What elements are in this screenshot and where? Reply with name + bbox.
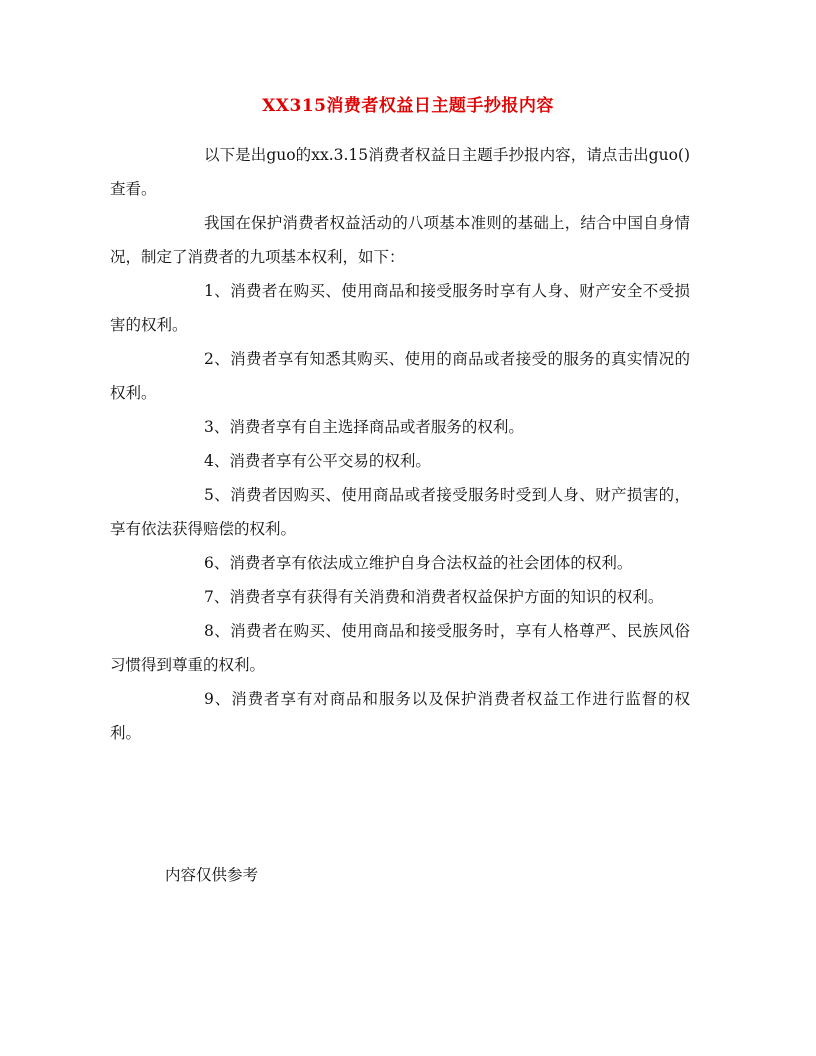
footer-note: 内容仅供参考 (165, 866, 259, 884)
right-item-9: 9、消费者享有对商品和服务以及保护消费者权益工作进行监督的权利。 (110, 690, 690, 742)
right-item-1: 1、消费者在购买、使用商品和接受服务时享有人身、财产安全不受损害的权利。 (110, 282, 690, 334)
right-item-6: 6、消费者享有依法成立维护自身合法权益的社会团体的权利。 (204, 554, 633, 572)
right-item-2: 2、消费者享有知悉其购买、使用的商品或者接受的服务的真实情况的权利。 (110, 350, 690, 402)
right-item-4: 4、消费者享有公平交易的权利。 (204, 452, 431, 470)
right-item-3: 3、消费者享有自主选择商品或者服务的权利。 (204, 418, 524, 436)
document-body (110, 138, 690, 750)
intro-paragraph: 以下是出guo的xx.3.15消费者权益日主题手抄报内容，请点击出guo()查看。 (110, 146, 690, 198)
right-item-5: 5、消费者因购买、使用商品或者接受服务时受到人身、财产损害的，享有依法获得赔偿的权利。 (110, 486, 690, 538)
context-paragraph: 我国在保护消费者权益活动的八项基本准则的基础上，结合中国自身情况，制定了消费者的九项基本权利，如下： (110, 214, 690, 266)
right-item-8: 8、消费者在购买、使用商品和接受服务时，享有人格尊严、民族风俗习惯得到尊重的权利。 (110, 622, 690, 674)
right-item-7: 7、消费者享有获得有关消费和消费者权益保护方面的知识的权利。 (204, 588, 664, 606)
document-title: XX315消费者权益日主题手抄报内容 (262, 96, 554, 116)
